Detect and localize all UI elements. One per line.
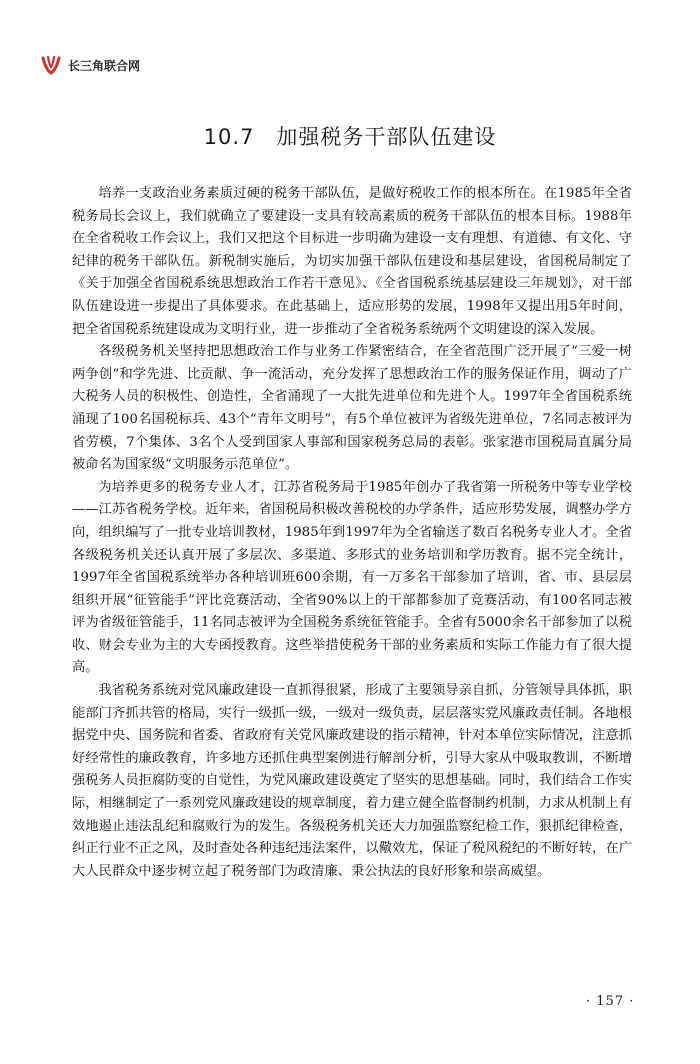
paragraph: 为培养更多的税务专业人才，江苏省税务局于1985年创办了我省第一所税务中等专业学校——江苏省税务学校。近年来，省国税局积极改善税校的办学条件，适应形势发展，调整办学方向，组织编写了一批专业培训教材，1985年到1997年为全省输送了数百名税务专业人才。全省各级税务机关还认真开展了多层次、多渠道、多形式的业务培训和学历教育。据不完全统计，1997年全省国税系统举办各种培训班600余期，有一万多名干部参加了培训，省、市、县层层组织开展“征管能手”评比竞赛活动，全省90%以上的干部都参加了竞赛活动，有100名同志被评为省级征管能手，11名同志被评为全国税务系统征管能手。全省有5000余名干部参加了以税收、财会专业为主的大专函授教育。这些举措使税务干部的业务素质和实际工作能力有了很大提高。: [72, 479, 632, 676]
wave-logo-icon: [40, 54, 62, 76]
site-header: [40, 52, 140, 78]
paragraph: 我省税务系统对党风廉政建设一直抓得很紧，形成了主要领导亲自抓，分管领导具体抓，职能部门齐抓共管的格局，实行一级抓一级，一级对一级负责，层层落实党风廉政责任制。各地根据党中央、国务院和省委、省政府有关党风廉政建设的指示精神，针对本单位实际情况，注意抓好经常性的廉政教育，许多地方还抓住典型案例进行解剖分析，引导大家从中吸取教训，不断增强税务人员拒腐防变的自觉性，为党风廉政建设奠定了坚实的思想基础。同时，我们结合工作实际，相继制定了一系列党风廉政建设的规章制度，着力建立健全监督制约机制，力求从机制上有效地遏止违法乱纪和腐败行为的发生。各级税务机关还大力加强监察纪检工作，狠抓纪律检查，纠正行业不正之风，及时查处各种违纪违法案件，以儆效尤，保证了税风税纪的不断好转，在广大人民群众中逐步树立起了税务部门为政清廉、秉公执法的良好形象和崇高威望。: [72, 683, 632, 879]
article-body: [72, 183, 632, 883]
paragraph: 各级税务机关坚持把思想政治工作与业务工作紧密结合，在全省范围广泛开展了“三爱一树两争创”和学先进、比贡献、争一流活动，充分发挥了思想政治工作的服务保证作用，调动了广大税务人员的积极性、创造性，全省涌现了一大批先进单位和先进个人。1997年全省国税系统涌现了100名国税标兵、43个“青年文明号”，有5个单位被评为省级先进单位，7名同志被评为省劳模，7个集体、3名个人受到国家人事部和国家税务总局的表彰。张家港市国税局直属分局被命名为国家级“文明服务示范单位”。: [72, 344, 632, 473]
site-name[interactable]: 长三角联合网: [68, 58, 141, 73]
section-title: 10.7 加强税务干部队伍建设: [203, 125, 497, 149]
page-number: · 157 ·: [586, 994, 635, 1009]
paragraph: 培养一支政治业务素质过硬的税务干部队伍，是做好税收工作的根本所在。在1985年全省税务局长会议上，我们就确立了要建设一支具有较高素质的税务干部队伍的根本目标。1988年在全省税收工作会议上，我们又把这个目标进一步明确为建设一支有理想、有道德、有文化、守纪律的税务干部队伍。新税制实施后，为切实加强干部队伍建设和基层建设，省国税局制定了《关于加强全省国税系统思想政治工作若干意见》、《全省国税系统基层建设三年规划》，对干部队伍建设进一步提出了具体要求。在此基础上，适应形势的发展，1998年又提出用5年时间，把全省国税系统建设成为文明行业，进一步推动了全省税务系统两个文明建设的深入发展。: [72, 186, 632, 337]
